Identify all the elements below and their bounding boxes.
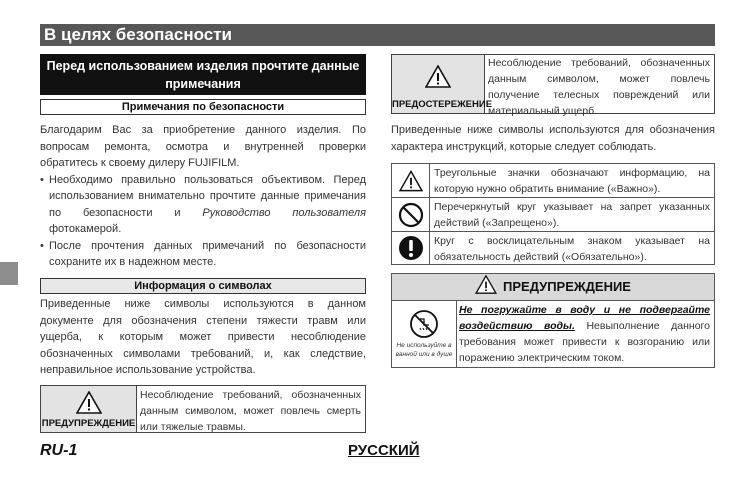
bullet-text: Необходимо правильно пользоваться объективом. Перед использованием внимательно прочтите данные примечания по безопасности и xyxy=(49,173,366,219)
bullet-item: • Необходимо правильно пользоваться объективом. Перед использованием внимательно прочтите данные примечания по безопасности и Руководство пользователя фотокамерой. xyxy=(40,173,366,235)
symbol-row-mandatory xyxy=(391,231,715,265)
warning-section-title: ПРЕДУПРЕЖДЕНИЕ xyxy=(503,279,631,294)
water-icon-cell xyxy=(392,301,457,367)
page-title: В целях безопасности xyxy=(40,24,715,46)
warning-triangle-icon xyxy=(475,275,497,294)
bullet-text-end: фотокамерой. xyxy=(49,223,122,235)
page-number: RU-1 xyxy=(40,442,78,459)
symbol-icon-cell xyxy=(392,198,430,231)
instruction-symbols-intro xyxy=(391,122,715,155)
no-water-icon xyxy=(409,309,439,339)
symbol-icon-cell xyxy=(392,164,430,197)
caution-triangle-icon xyxy=(425,65,451,88)
symbol-icon-cell xyxy=(392,232,430,264)
instruction-symbols-text: Приведенные ниже символы используются для обозначения характера инструкций, которые следует соблюдать. xyxy=(391,124,715,153)
water-icon-caption: Не используйте в ванной или в душе xyxy=(395,342,453,358)
warning-label: ПРЕДУПРЕЖДЕНИЕ xyxy=(41,418,136,429)
water-warning-box xyxy=(391,301,715,368)
warning-definition-text: Несоблюдение требований, обозначенных данным символом, может повлечь смерть или тяжелые травмы. xyxy=(140,389,361,433)
intro-text-block xyxy=(40,122,366,271)
caution-definition-text: Несоблюдение требований, обозначенных данным символом, может повлечь получение телесных повреждений или материальный ущерб. xyxy=(488,57,710,117)
bullet-text: После прочтения данных примечаний по безопасности сохраните их в надежном месте. xyxy=(49,239,366,268)
intro-paragraph: Благодарим Вас за приобретение данного изделия. По вопросам ремонта, осмотра и внутренней проверки обратитесь к своему дилеру FUJIFILM. xyxy=(40,124,366,169)
water-warning-text xyxy=(459,302,710,366)
mandatory-exclamation-icon xyxy=(398,235,424,261)
symbol-mandatory-text: Круг с восклицательным знаком указывает на обязательность действий («Обязательно»). xyxy=(434,235,710,263)
section-tab xyxy=(0,262,18,285)
water-warning-consequence: Невыполнение данного требования может привести к возгоранию или поражению электрическим током. xyxy=(459,320,710,364)
symbols-info-heading: Информация о символах xyxy=(40,278,366,294)
read-before-use-banner: Перед использованием изделия прочтите данные примечания xyxy=(40,54,366,95)
warning-triangle-icon xyxy=(76,391,102,414)
symbol-prohibited-text: Перечеркнутый круг указывает на запрет указанных действий («Запрещено»). xyxy=(434,201,710,229)
caution-definition-box xyxy=(391,54,715,117)
caution-label: ПРЕДОСТЕРЕЖЕНИЕ xyxy=(392,99,493,110)
important-triangle-icon xyxy=(399,170,423,191)
safety-notes-heading: Примечания по безопасности xyxy=(40,99,366,115)
warning-definition-box xyxy=(40,385,366,433)
symbol-important-text: Треугольные значки обозначают информацию, на которую нужно обратить внимание («Важно»). xyxy=(434,167,710,195)
symbols-intro-text: Приведенные ниже символы используются в данном документе для обозначения степени тяжести травм или ущерба, к которым может привести несоблюдение обозначенных символами требований, и, как следствие, неправильное использование устройства. xyxy=(40,298,366,376)
prohibited-circle-icon xyxy=(398,202,424,228)
water-warning-bold: Не погружайте в воду и не подвергайте воздействию воды. xyxy=(459,304,710,332)
caution-icon-cell xyxy=(392,55,493,113)
symbols-intro-block xyxy=(40,296,366,379)
language-label: РУССКИЙ xyxy=(348,442,420,459)
symbol-row-prohibited xyxy=(391,197,715,231)
bullet-item: • После прочтения данных примечаний по безопасности сохраните их в надежном месте. xyxy=(40,239,366,268)
warning-section-header xyxy=(391,273,715,301)
warning-icon-cell xyxy=(41,386,137,432)
manual-title: Руководство пользователя xyxy=(202,206,366,219)
symbol-row-important xyxy=(391,163,715,197)
